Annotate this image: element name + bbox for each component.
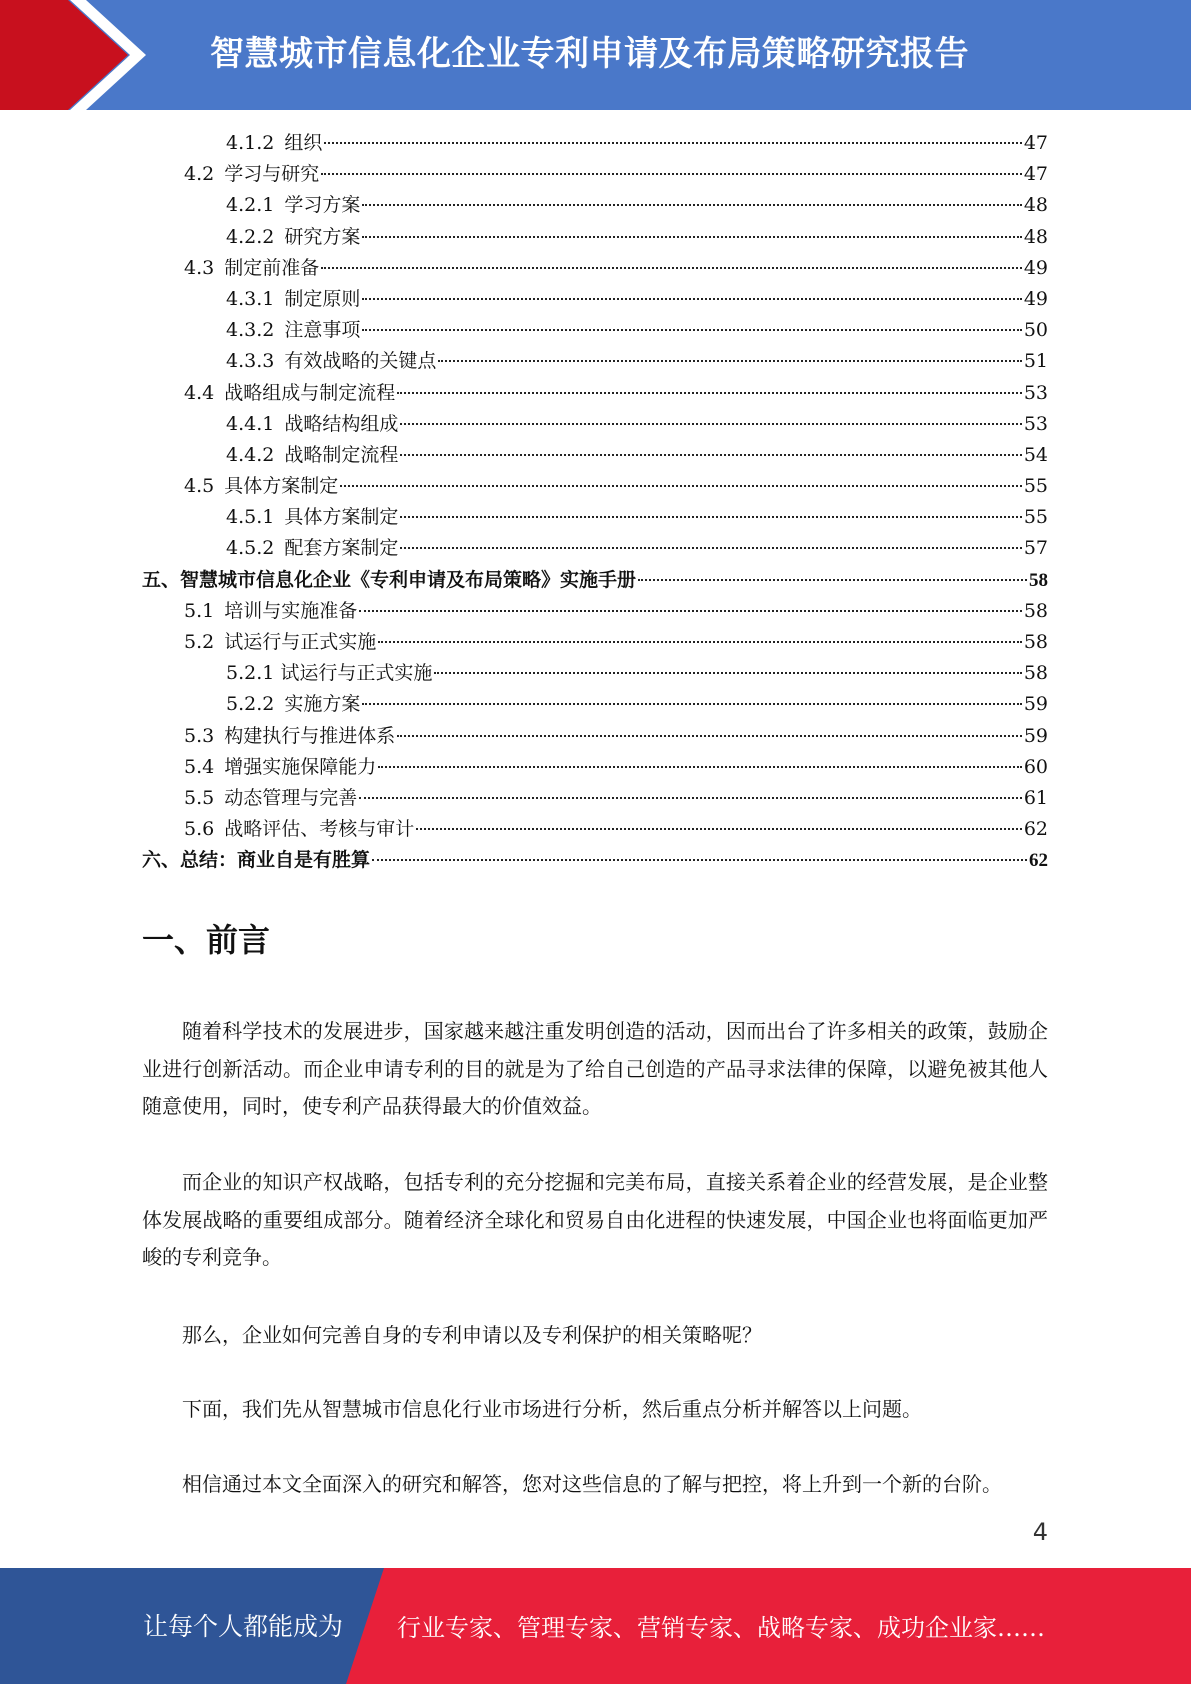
header-arrow-graphic xyxy=(0,0,160,110)
toc-dot-leader xyxy=(362,329,1021,331)
toc-entry-title: 培训与实施准备 xyxy=(224,599,358,622)
toc-dot-leader xyxy=(378,766,1022,768)
toc-entry[interactable] xyxy=(142,783,1048,814)
toc-entry-page: 59 xyxy=(1023,724,1048,747)
toc-entry-page: 53 xyxy=(1023,381,1048,404)
toc-entry[interactable] xyxy=(142,533,1048,564)
paragraph-3: 那么，企业如何完善自身的专利申请以及专利保护的相关策略呢？ xyxy=(182,1323,762,1347)
toc-entry-title: 战略制定流程 xyxy=(284,443,399,466)
toc-entry-page: 49 xyxy=(1023,256,1048,279)
toc-entry-title: 构建执行与推进体系 xyxy=(224,724,396,747)
toc-entry-number: 4.4.1 xyxy=(226,412,275,435)
toc-entry-page: 57 xyxy=(1023,537,1048,560)
toc-entry-title: 具体方案制定 xyxy=(224,475,339,498)
toc-dot-leader xyxy=(321,173,1022,175)
toc-entry-page: 62 xyxy=(1023,818,1048,841)
toc-entry-page: 54 xyxy=(1023,443,1048,466)
toc-dot-leader xyxy=(438,360,1021,362)
footer-slogan-right: 行业专家、管理专家、营销专家、战略专家、成功企业家…… xyxy=(397,1614,1045,1642)
toc-entry[interactable] xyxy=(142,378,1048,409)
toc-entry[interactable] xyxy=(142,658,1048,689)
toc-entry-page: 58 xyxy=(1023,631,1048,653)
toc-entry[interactable] xyxy=(142,471,1048,502)
toc-entry-title: 战略结构组成 xyxy=(284,412,399,435)
toc-entry[interactable] xyxy=(142,627,1048,658)
toc-entry[interactable] xyxy=(142,409,1048,440)
toc-entry[interactable] xyxy=(142,284,1048,315)
toc-dot-leader xyxy=(362,298,1021,300)
paragraph-5: 相信通过本文全面深入的研究和解答，您对这些信息的了解与把控，将上升到一个新的台阶。 xyxy=(182,1472,1002,1496)
toc-entry-title: 动态管理与完善 xyxy=(224,786,358,809)
toc-entry-title: 有效战略的关键点 xyxy=(284,350,437,373)
toc-entry-title: 学习与研究 xyxy=(224,163,320,186)
toc-dot-leader xyxy=(324,142,1021,144)
toc-dot-leader xyxy=(362,703,1021,705)
toc-entry-number: 5.4 xyxy=(184,755,215,778)
toc-dot-leader xyxy=(321,267,1022,269)
toc-entry-title: 实施方案 xyxy=(284,693,361,716)
toc-dot-leader xyxy=(400,454,1021,456)
toc-dot-leader xyxy=(378,641,1022,643)
toc-entry-number: 4.5.2 xyxy=(226,537,275,560)
toc-entry-title: 试运行与正式实施 xyxy=(224,631,377,653)
toc-entry-number: 5.6 xyxy=(184,818,215,841)
toc-entry-page: 49 xyxy=(1023,287,1048,310)
toc-entry-page: 59 xyxy=(1023,693,1048,716)
toc-entry-number: 4.3.2 xyxy=(226,319,275,342)
document-title: 智慧城市信息化企业专利申请及布局策略研究报告 xyxy=(210,34,969,74)
toc-entry-page: 51 xyxy=(1023,350,1048,373)
toc-entry-number: 5.5 xyxy=(184,786,215,809)
toc-entry-page: 60 xyxy=(1023,755,1048,778)
footer-slogan-left: 让每个人都能成为 xyxy=(143,1612,344,1641)
section-heading: 一、前言 xyxy=(142,921,271,959)
toc-entry-title: 制定前准备 xyxy=(224,256,320,279)
toc-entry-number: 5.2 xyxy=(184,631,215,653)
toc-entry-number: 4.5.1 xyxy=(226,506,275,529)
toc-entry[interactable] xyxy=(142,752,1048,783)
toc-entry-page: 58 xyxy=(1023,599,1048,622)
toc-entry-page: 53 xyxy=(1023,412,1048,435)
toc-dot-leader xyxy=(434,672,1021,674)
toc-entry[interactable] xyxy=(142,346,1048,377)
toc-entry-number: 5.1 xyxy=(184,599,215,622)
toc-entry-title: 五、智慧城市信息化企业《专利申请及布局策略》实施手册 xyxy=(142,569,637,591)
toc-entry[interactable] xyxy=(142,502,1048,533)
paragraph-2: 而企业的知识产权战略，包括专利的充分挖掘和完美布局，直接关系着企业的经营发展，是企业整体发展战略的重要组成部分。随着经济全球化和贸易自由化进程的快速发展，中国企业也将面临更加严峻的专利竞争。 xyxy=(142,1170,1048,1269)
toc-dot-leader xyxy=(397,392,1022,394)
toc-entry-number: 4.4 xyxy=(184,381,215,404)
toc-dot-leader xyxy=(372,859,1027,861)
toc-dot-leader xyxy=(340,485,1022,487)
toc-entry[interactable] xyxy=(142,190,1048,221)
toc-entry-number: 4.3.3 xyxy=(226,350,275,373)
toc-entry-number: 4.5 xyxy=(184,475,215,498)
toc-entry[interactable] xyxy=(142,159,1048,190)
toc-entry-page: 47 xyxy=(1023,132,1048,154)
toc-entry[interactable] xyxy=(142,845,1048,876)
toc-entry-page: 50 xyxy=(1023,319,1048,342)
toc-entry[interactable] xyxy=(142,689,1048,720)
toc-entry-number: 4.1.2 xyxy=(226,132,275,154)
toc-entry-title: 配套方案制定 xyxy=(284,537,399,560)
toc-entry-title: 六、总结：商业自是有胜算 xyxy=(142,850,371,872)
toc-entry[interactable] xyxy=(142,222,1048,253)
toc-entry-title: 战略评估、考核与审计 xyxy=(224,818,415,841)
toc-entry-page: 58 xyxy=(1029,569,1048,591)
toc-entry-number: 4.2 xyxy=(184,163,215,186)
page-number: 4 xyxy=(1032,1518,1048,1546)
toc-entry-title: 研究方案 xyxy=(284,225,361,248)
toc-entry-page: 58 xyxy=(1023,662,1048,685)
page-header xyxy=(0,0,1191,110)
toc-dot-leader xyxy=(359,610,1022,612)
toc-entry-number: 4.4.2 xyxy=(226,443,275,466)
toc-entry[interactable] xyxy=(142,814,1048,845)
paragraph-1: 随着科学技术的发展进步，国家越来越注重发明创造的活动，因而出台了许多相关的政策，鼓励企业进行创新活动。而企业申请专利的目的就是为了给自己创造的产品寻求法律的保障，以避免被其他人随意使用，同时，使专利产品获得最大的价值效益。 xyxy=(142,1019,1048,1118)
toc-entry-page: 55 xyxy=(1023,506,1048,529)
toc-entry-title: 战略组成与制定流程 xyxy=(224,381,396,404)
toc-dot-leader xyxy=(359,797,1022,799)
toc-dot-leader xyxy=(400,516,1021,518)
toc-entry-number: 4.3 xyxy=(184,256,215,279)
toc-entry-page: 62 xyxy=(1029,850,1048,872)
toc-entry-title: 组织 xyxy=(284,132,323,154)
toc-entry-number: 4.2.2 xyxy=(226,225,275,248)
toc-entry-page: 55 xyxy=(1023,475,1048,498)
toc-entry-number: 4.3.1 xyxy=(226,287,275,310)
table-of-contents xyxy=(142,128,1048,877)
toc-entry[interactable] xyxy=(142,721,1048,752)
toc-entry[interactable] xyxy=(142,253,1048,284)
toc-entry[interactable] xyxy=(142,128,1048,159)
toc-entry-number: 5.3 xyxy=(184,724,215,747)
toc-dot-leader xyxy=(416,828,1022,830)
toc-dot-leader xyxy=(362,236,1021,238)
toc-entry[interactable] xyxy=(142,315,1048,346)
toc-dot-leader xyxy=(397,735,1022,737)
toc-entry-title: 制定原则 xyxy=(284,287,361,310)
toc-dot-leader xyxy=(400,423,1021,425)
toc-entry-number: 4.2.1 xyxy=(226,194,275,217)
toc-entry-title: 注意事项 xyxy=(284,319,361,342)
toc-dot-leader xyxy=(362,204,1021,206)
toc-entry-title: 5.2.1 试运行与正式实施 xyxy=(226,662,433,685)
toc-entry[interactable] xyxy=(142,440,1048,471)
toc-entry-page: 48 xyxy=(1023,194,1048,217)
toc-entry-title: 具体方案制定 xyxy=(284,506,399,529)
toc-dot-leader xyxy=(400,547,1021,549)
paragraph-4: 下面，我们先从智慧城市信息化行业市场进行分析，然后重点分析并解答以上问题。 xyxy=(182,1397,922,1421)
toc-entry[interactable] xyxy=(142,565,1048,596)
toc-entry-number: 5.2.2 xyxy=(226,693,275,716)
toc-entry-page: 47 xyxy=(1023,163,1048,186)
toc-entry-page: 61 xyxy=(1023,786,1048,809)
toc-entry[interactable] xyxy=(142,596,1048,627)
page-footer xyxy=(0,1568,1191,1684)
toc-entry-title: 学习方案 xyxy=(284,194,361,217)
toc-entry-title: 增强实施保障能力 xyxy=(224,755,377,778)
toc-dot-leader xyxy=(638,579,1027,581)
toc-entry-page: 48 xyxy=(1023,225,1048,248)
